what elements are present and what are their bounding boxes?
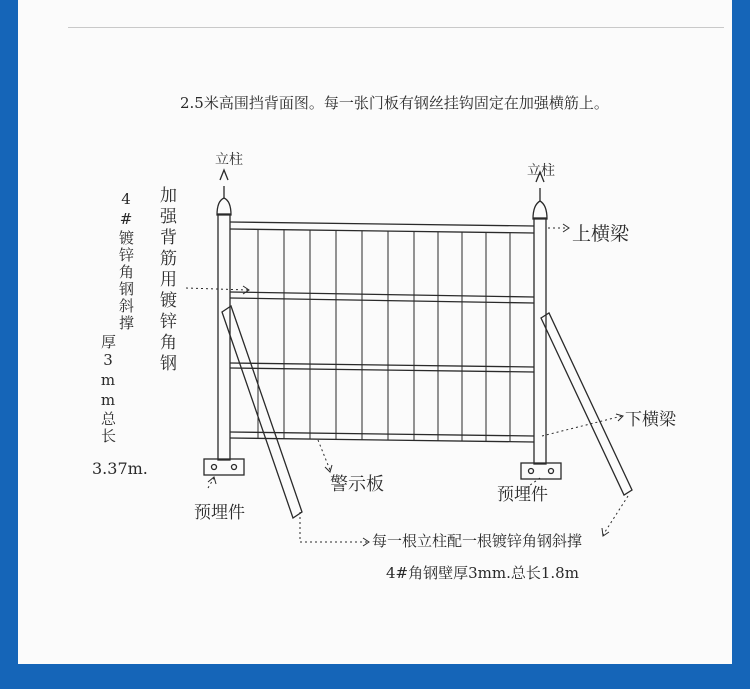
top-beam (230, 222, 534, 233)
label-embedded-right: 预埋件 (497, 485, 548, 505)
label-brace-note-2: 4#角钢壁厚3mm.总长1.8m (386, 564, 579, 582)
label-embedded-left: 预埋件 (194, 503, 245, 523)
fence-drawing (204, 170, 632, 518)
label-brace-note-1: 每一根立柱配一根镀锌角钢斜撑 (372, 532, 583, 550)
left-diagonal-brace (222, 306, 302, 518)
label-angle-steel-spec-2: 厚3mm总长 (99, 334, 117, 445)
reinforcing-rib-upper (230, 292, 534, 303)
label-angle-steel-spec-1: 4#镀锌角钢斜撑 (117, 190, 135, 332)
label-post-right: 立柱 (527, 163, 555, 179)
image-frame (18, 0, 732, 664)
leader-lines (186, 224, 628, 546)
embedded-plate-right (521, 463, 561, 479)
label-reinforcing-rib: 加强背筋用镀锌角钢 (156, 186, 176, 375)
diagram-heading: 2.5米高围挡背面图。每一张门板有钢丝挂钩固定在加强横筋上。 (180, 94, 609, 112)
label-post-left: 立柱 (215, 152, 243, 168)
label-angle-steel-spec-3: 3.37m. (92, 459, 148, 478)
fence-back-view-sketch (18, 0, 732, 664)
label-warning-panel: 警示板 (330, 474, 384, 495)
embedded-plate-left (204, 459, 244, 475)
warning-panel-slats (258, 229, 510, 442)
right-diagonal-brace (541, 313, 632, 495)
label-bottom-beam: 下横梁 (625, 410, 676, 430)
reinforcing-rib-middle (230, 363, 534, 372)
left-post (217, 186, 231, 460)
label-top-beam: 上横梁 (572, 223, 630, 245)
left-post-arrow (220, 170, 228, 180)
